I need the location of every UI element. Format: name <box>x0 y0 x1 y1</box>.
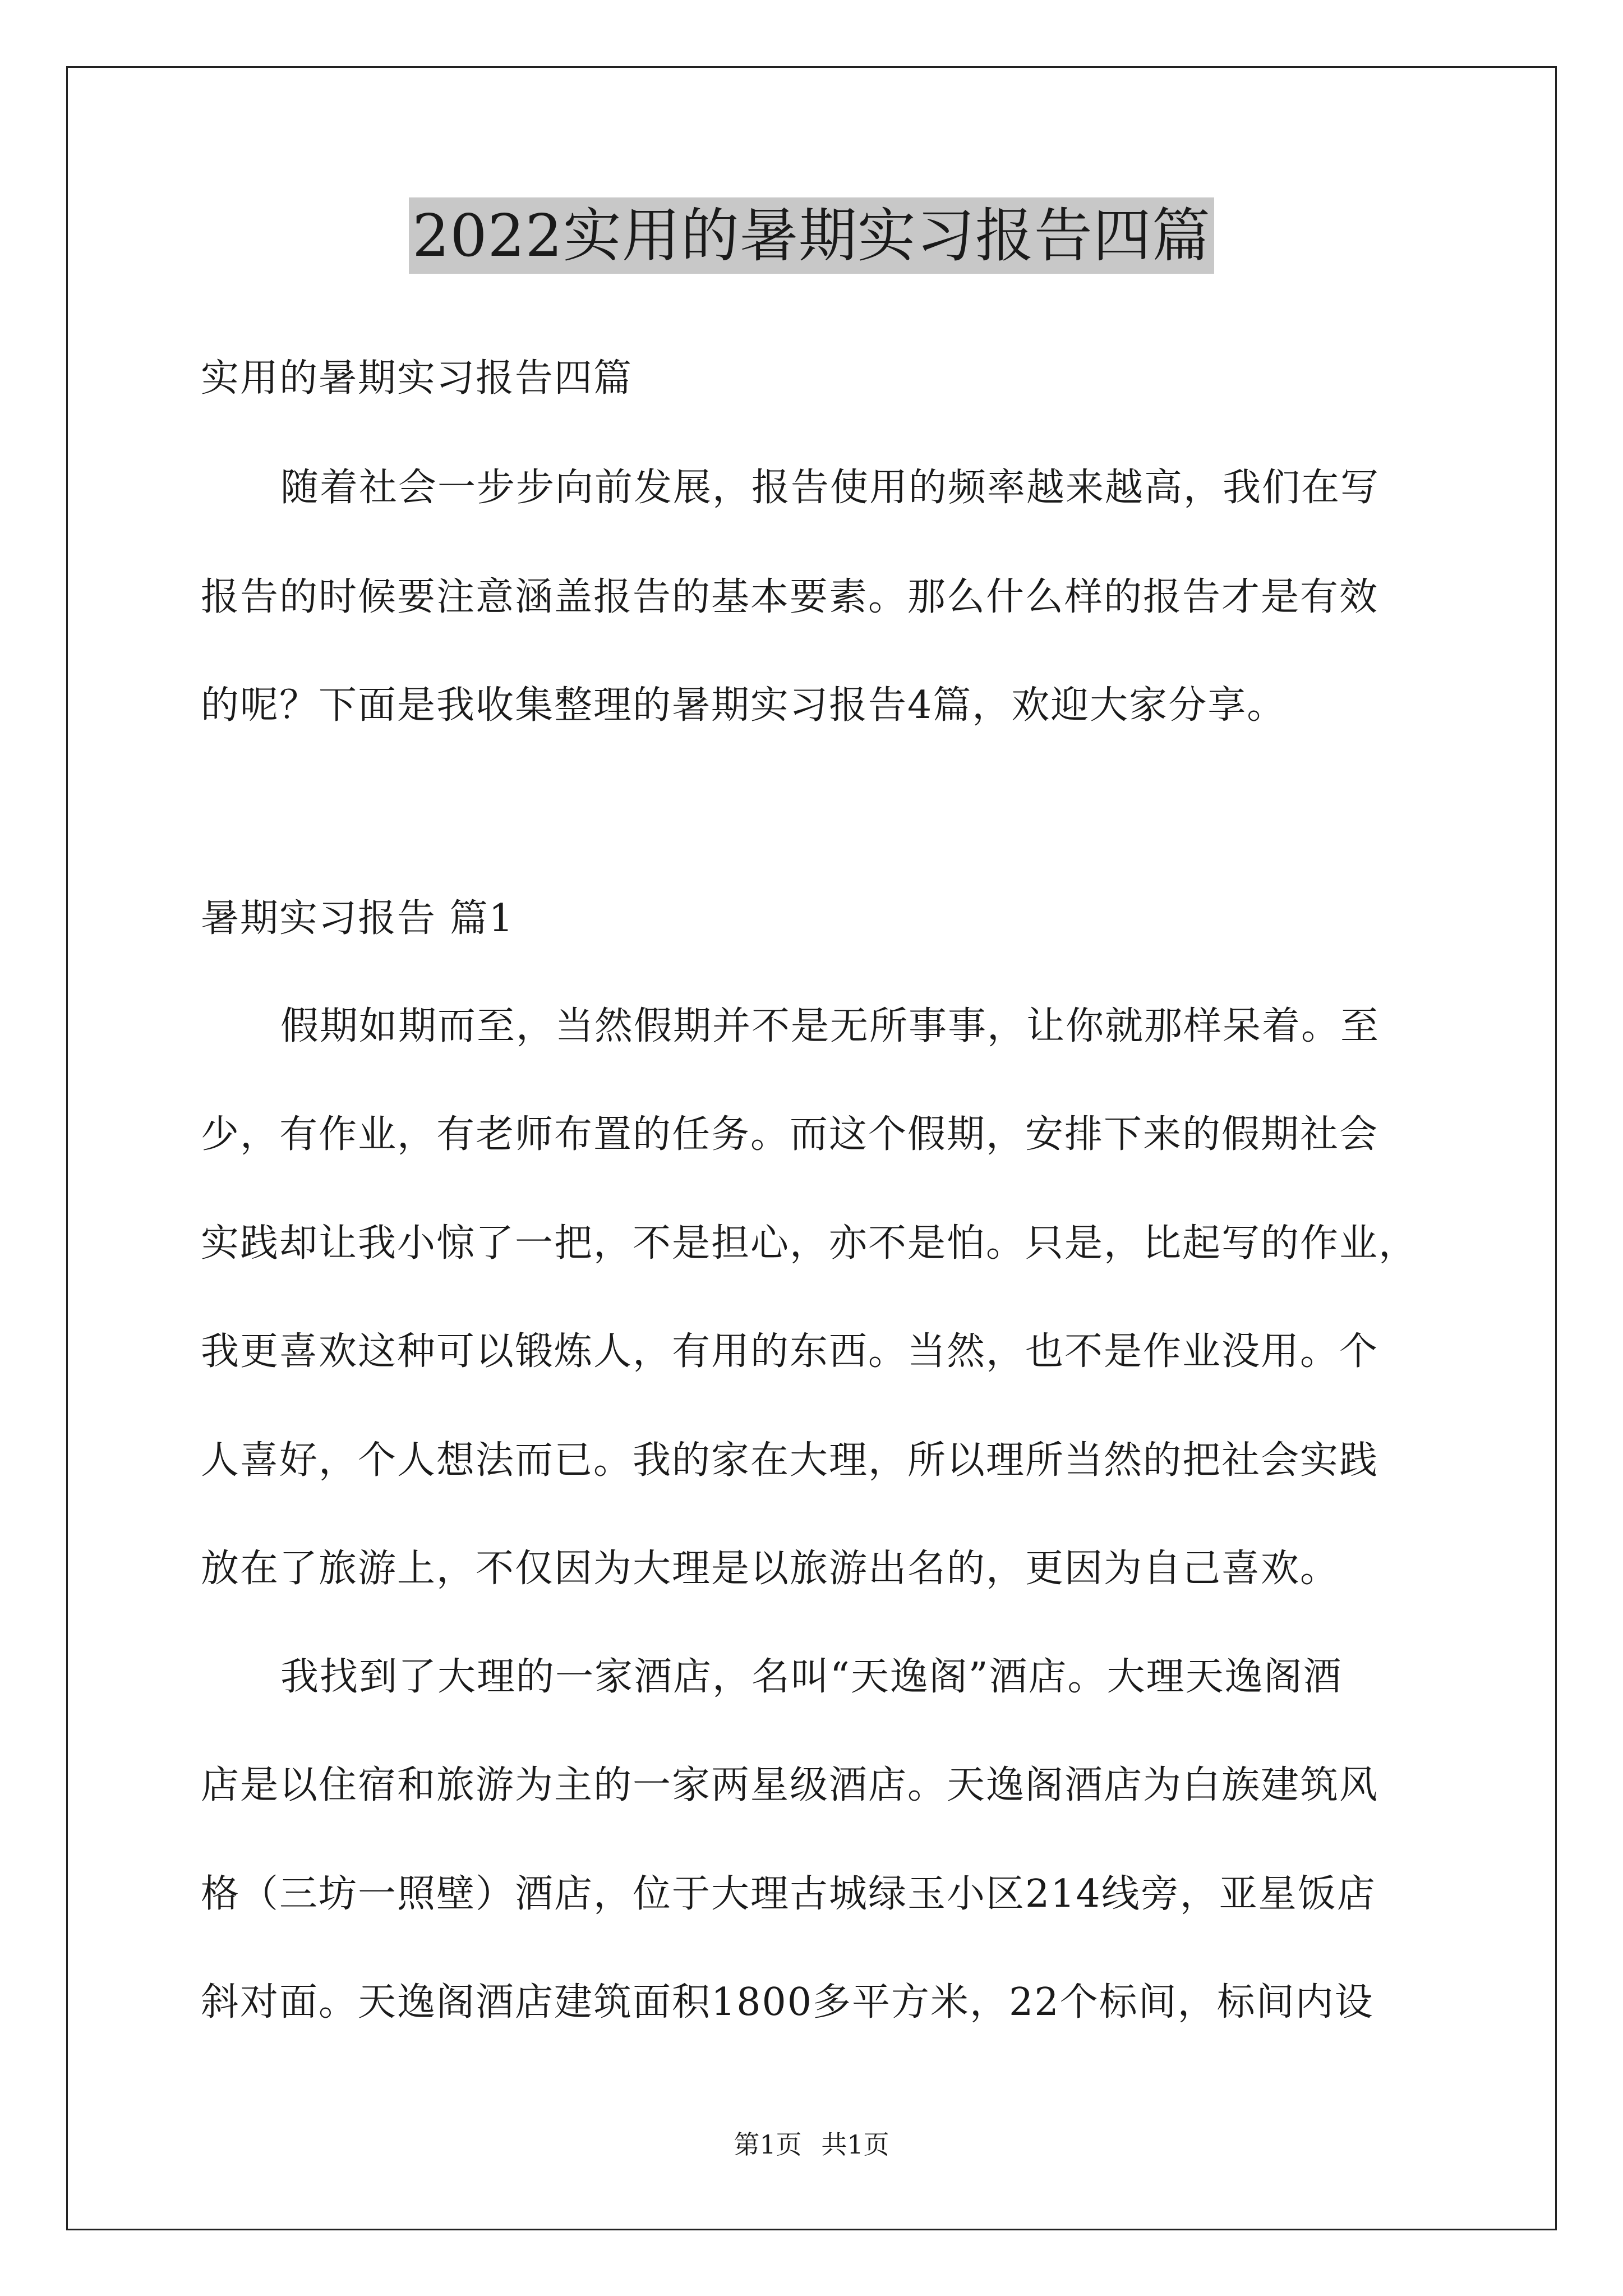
title-container <box>0 197 1623 274</box>
intro-line: 报告的时候要注意涵盖报告的基本要素。那么什么样的报告才是有效 <box>201 575 1379 619</box>
paragraph-line: 实践却让我小惊了一把，不是担心，亦不是怕。只是，比起写的作业， <box>201 1221 1418 1266</box>
paragraph-line: 格（三坊一照壁）酒店，位于大理古城绿玉小区214线旁，亚星饭店 <box>201 1872 1376 1916</box>
document-title: 2022实用的暑期实习报告四篇 <box>409 197 1214 274</box>
paragraph-line: 斜对面。天逸阁酒店建筑面积1800多平方米，22个标间，标间内设 <box>201 1980 1374 2024</box>
paragraph-line: 店是以住宿和旅游为主的一家两星级酒店。天逸阁酒店为白族建筑风 <box>201 1763 1379 1807</box>
paragraph-line: 假期如期而至，当然假期并不是无所事事，让你就那样呆着。至 <box>280 1004 1380 1048</box>
document-subtitle: 实用的暑期实习报告四篇 <box>201 356 633 401</box>
page-number-total: 共1页 <box>821 2129 889 2160</box>
section-heading: 暑期实习报告 篇1 <box>201 896 514 941</box>
paragraph-line: 人喜好，个人想法而已。我的家在大理，所以理所当然的把社会实践 <box>201 1438 1379 1483</box>
page-footer <box>0 2129 1623 2160</box>
paragraph-line: 少，有作业，有老师布置的任务。而这个假期，安排下来的假期社会 <box>201 1112 1379 1157</box>
paragraph-line: 我找到了大理的一家酒店，名叫“天逸阁”酒店。大理天逸阁酒 <box>280 1655 1343 1699</box>
intro-line: 的呢？下面是我收集整理的暑期实习报告4篇，欢迎大家分享。 <box>201 683 1287 728</box>
paragraph-line: 我更喜欢这种可以锻炼人，有用的东西。当然，也不是作业没用。个 <box>201 1329 1379 1374</box>
paragraph-line: 放在了旅游上，不仅因为大理是以旅游出名的，更因为自己喜欢。 <box>201 1547 1340 1591</box>
intro-line: 随着社会一步步向前发展，报告使用的频率越来越高，我们在写 <box>280 466 1380 510</box>
page-number-current: 第1页 <box>734 2129 802 2160</box>
